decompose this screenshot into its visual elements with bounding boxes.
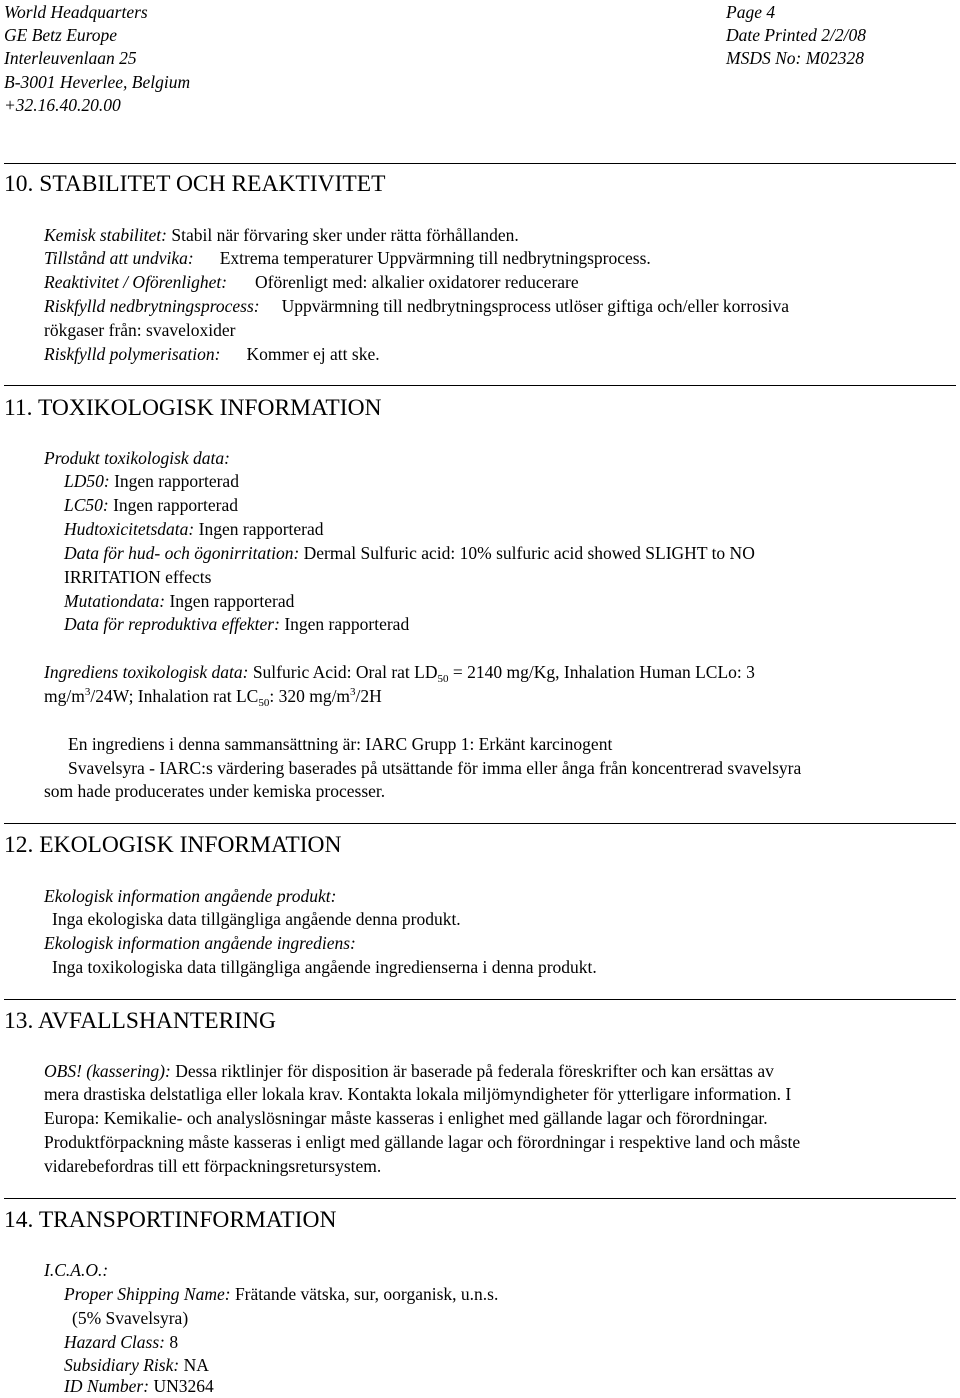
superscript: 3 [84, 686, 91, 698]
field-value: Oförenligt med: alkalier oxidatorer reducerare [255, 272, 579, 292]
ingredient-tox-row-continued [44, 684, 382, 711]
field-label: Ekologisk information angående produkt: [44, 886, 337, 906]
field-label: Hazard Class: [64, 1332, 165, 1352]
divider [4, 385, 956, 386]
section-title: 14. TRANSPORTINFORMATION [4, 1207, 337, 1233]
subsection-label: Produkt toxikologisk data: [44, 448, 230, 468]
ingredient-tox-row [44, 660, 755, 687]
field-label: Tillstånd att undvika: [44, 248, 194, 268]
field-value: Inga toxikologiska data tillgängliga angående ingredienserna i denna produkt. [52, 957, 597, 977]
field-row [64, 517, 324, 541]
field-row [64, 469, 239, 493]
paragraph-line: Produktförpackning måste kasseras i enligt med gällande lagar och förordningar i respektive land och måste [44, 1132, 801, 1152]
field-row [64, 493, 238, 517]
text: /24W; Inhalation rat LC [90, 686, 259, 706]
company-division: GE Betz Europe [4, 25, 118, 45]
text: mg/m [44, 686, 85, 706]
subscript: 50 [258, 697, 270, 709]
divider [4, 163, 956, 164]
section-title: 11. TOXIKOLOGISK INFORMATION [4, 395, 382, 421]
field-value: Dermal Sulfuric acid: 10% sulfuric acid showed SLIGHT to NO [299, 543, 755, 563]
field-value: Uppvärmning till nedbrytningsprocess utlöser giftiga och/eller korrosiva [281, 296, 790, 316]
company-phone: +32.16.40.20.00 [4, 95, 121, 115]
field-row [44, 342, 380, 366]
carcinogen-note-continued: som hade producerates under kemiska processer. [44, 781, 386, 801]
field-row [44, 223, 519, 247]
carcinogen-statement: En ingrediens i denna sammansättning är: IARC Grupp 1: Erkänt karcinogent [68, 734, 613, 754]
field-label: Reaktivitet / Oförenlighet: [44, 272, 228, 292]
text: /2H [355, 686, 382, 706]
date-printed: Date Printed 2/2/08 [726, 25, 866, 45]
section-title: 12. EKOLOGISK INFORMATION [4, 832, 342, 858]
field-label: Data för hud- och ögonirritation: [64, 543, 300, 563]
field-label: Riskfylld polymerisation: [44, 344, 221, 364]
field-value-continued: (5% Svavelsyra) [72, 1308, 189, 1328]
field-label: LD50: [64, 471, 110, 491]
field-value: Extrema temperaturer Uppvärmning till nedbrytningsprocess. [219, 248, 651, 268]
field-value: NA [179, 1355, 209, 1375]
field-value-continued: rökgaser från: svaveloxider [44, 320, 236, 340]
superscript: 3 [350, 686, 356, 698]
text: Sulfuric Acid: Oral rat LD [248, 662, 438, 682]
paragraph-line: Europa: Kemikalie- och analyslösningar måste kasseras i enlighet med gällande lagar och förordningar. [44, 1108, 768, 1128]
field-row [64, 541, 755, 565]
section-title: 10. STABILITET OCH REAKTIVITET [4, 171, 386, 197]
field-value: Ingen rapporterad [165, 591, 295, 611]
field-row [64, 1374, 214, 1398]
company-street: Interleuvenlaan 25 [4, 48, 137, 68]
field-value: Ingen rapporterad [194, 519, 324, 539]
field-label: Ingrediens toxikologisk data: [44, 662, 249, 682]
section-title: 13. AVFALLSHANTERING [4, 1008, 277, 1034]
field-value: Ingen rapporterad [279, 614, 410, 634]
carcinogen-note: Svavelsyra - IARC:s värdering baserades på utsättande för imma eller ånga från koncentrerad svavelsyra [68, 758, 802, 778]
divider [4, 999, 956, 1000]
text: = 2140 mg/Kg, Inhalation Human LCLo: 3 [448, 662, 755, 682]
field-label: Kemisk stabilitet: [44, 225, 167, 245]
field-value-continued: IRRITATION effects [64, 567, 212, 587]
field-label: Proper Shipping Name: [64, 1284, 231, 1304]
field-row [64, 612, 409, 636]
field-value: UN3264 [149, 1376, 214, 1396]
field-value: Kommer ej att ske. [246, 344, 380, 364]
field-value: Frätande vätska, sur, oorganisk, u.n.s. [230, 1284, 499, 1304]
field-label: Data för reproduktiva effekter: [64, 614, 280, 634]
field-row [44, 270, 579, 294]
field-label: Ekologisk information angående ingrediens: [44, 933, 356, 953]
field-label: ID Number: [64, 1376, 150, 1396]
field-label: Subsidiary Risk: [64, 1355, 180, 1375]
paragraph-line: vidarebefordras till ett förpackningsretursystem. [44, 1156, 382, 1176]
field-value: Inga ekologiska data tillgängliga angående denna produkt. [52, 909, 461, 929]
field-row [44, 246, 651, 270]
field-label: OBS! (kassering): [44, 1061, 171, 1081]
msds-number: MSDS No: M02328 [726, 48, 865, 68]
field-label: Riskfylld nedbrytningsprocess: [44, 296, 260, 316]
page-number: Page 4 [726, 2, 776, 22]
divider [4, 823, 956, 824]
company-city: B-3001 Heverlee, Belgium [4, 72, 191, 92]
field-value: Dessa riktlinjer för disposition är baserade på federala föreskrifter och kan ersättas av [170, 1061, 774, 1081]
field-value: Ingen rapporterad [108, 495, 238, 515]
field-label: Mutationdata: [64, 591, 166, 611]
field-value: 8 [164, 1332, 179, 1352]
text: : 320 mg/m [269, 686, 351, 706]
field-row [64, 1330, 178, 1354]
field-label: LC50: [64, 495, 109, 515]
paragraph-line: mera drastiska delstatliga eller lokala krav. Kontakta lokala miljömyndigheter för ytterligare information. I [44, 1084, 792, 1104]
company-name: World Headquarters [4, 2, 148, 22]
field-label: Hudtoxicitetsdata: [64, 519, 195, 539]
field-row [64, 589, 294, 613]
field-row [44, 294, 789, 318]
field-value: Stabil när förvaring sker under rätta förhållanden. [166, 225, 519, 245]
field-value: Ingen rapporterad [109, 471, 239, 491]
subscript: 50 [437, 673, 449, 685]
subsection-label: I.C.A.O.: [44, 1260, 109, 1280]
field-row [64, 1282, 498, 1306]
field-row [44, 1059, 774, 1083]
divider [4, 1198, 956, 1199]
